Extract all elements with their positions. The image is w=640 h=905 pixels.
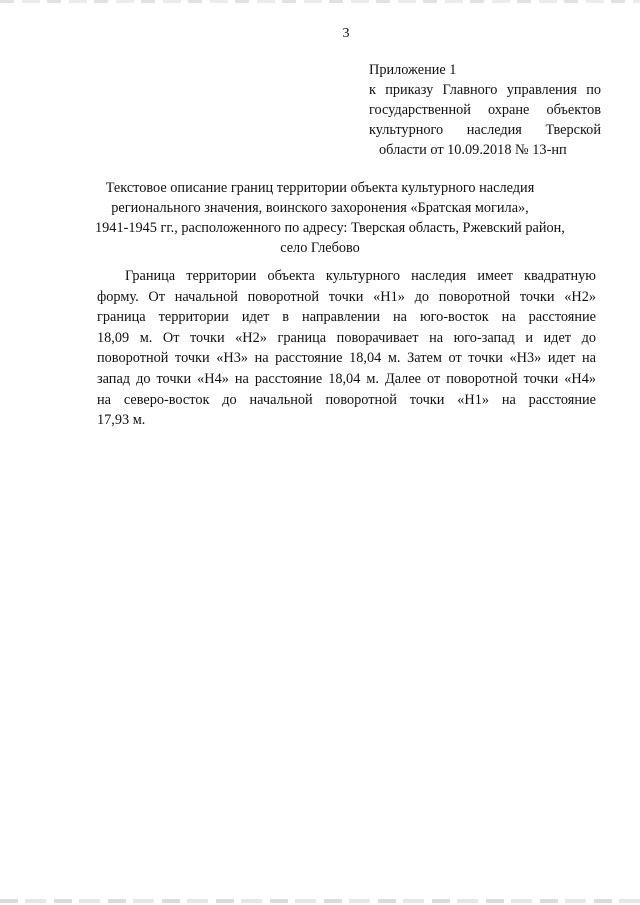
appendix-line: области от 10.09.2018 № 13-нп xyxy=(379,142,567,158)
body-line: форму. От начальной поворотной точки «Н1» до поворотной точки «Н2» xyxy=(97,288,596,305)
title-line: регионального значения, воинского захоронения «Братская могила», xyxy=(111,200,529,216)
appendix-line: культурного наследия Тверской xyxy=(369,122,601,138)
body-line: граница территории идет в направлении на юго-восток на расстояние xyxy=(97,309,596,326)
body-paragraph xyxy=(97,266,596,431)
appendix-header xyxy=(369,60,601,160)
document-title xyxy=(95,178,565,258)
body-line: запад до точки «Н4» на расстояние 18,04 м. Далее от поворотной точки «Н4» xyxy=(97,370,596,387)
scan-edge-bottom xyxy=(0,899,640,903)
title-line: 1941-1945 гг., расположенного по адресу: Тверская область, Ржевский район, xyxy=(95,220,565,236)
body-line: 17,93 м. xyxy=(97,412,146,429)
title-line: село Глебово xyxy=(280,240,360,256)
body-line: 18,09 м. От точки «Н2» граница поворачивает на юго-запад и идет до xyxy=(97,329,596,346)
body-line: поворотной точки «Н3» на расстояние 18,04 м. Затем от точки «Н3» идет на xyxy=(97,350,596,367)
body-line: Граница территории объекта культурного наследия имеет квадратную xyxy=(125,268,596,284)
body-line: на северо-восток до начальной поворотной точки «Н1» на расстояние xyxy=(97,391,596,408)
scan-edge-top xyxy=(0,0,640,3)
appendix-line: государственной охране объектов xyxy=(369,102,601,118)
appendix-line: Приложение 1 xyxy=(369,62,457,78)
appendix-line: к приказу Главного управления по xyxy=(369,82,601,98)
title-line: Текстовое описание границ территории объекта культурного наследия xyxy=(105,180,535,196)
page-number: 3 xyxy=(342,26,350,41)
